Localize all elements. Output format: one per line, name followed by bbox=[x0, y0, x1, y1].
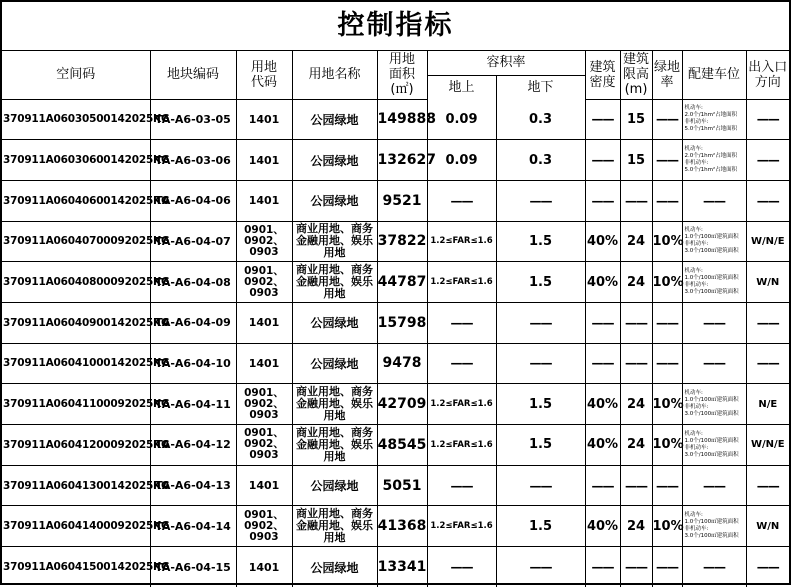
density-cell: —— bbox=[585, 343, 620, 384]
density-cell: —— bbox=[585, 547, 620, 587]
height-cell: —— bbox=[620, 547, 652, 587]
block-code-cell: TA-A6-04-06 bbox=[150, 180, 236, 221]
parking-cell bbox=[682, 99, 746, 140]
density-cell: —— bbox=[585, 465, 620, 506]
far-above-cell: —— bbox=[427, 465, 496, 506]
space-code-cell: 370911A06030600142025KG bbox=[2, 140, 150, 181]
far-above-cell: 1.2≤FAR≤1.6 bbox=[427, 506, 496, 547]
space-code-cell: 370911A06041200092025KG bbox=[2, 425, 150, 466]
space-code-cell: 370911A06041500142025KG bbox=[2, 547, 150, 587]
access-cell: N/E bbox=[746, 384, 789, 425]
parking-cell bbox=[682, 221, 746, 262]
land-use-name-cell: 商业用地、商务金融用地、娱乐用地 bbox=[292, 384, 377, 425]
parking-cell bbox=[682, 384, 746, 425]
space-code-cell: 370911A06040800092025KG bbox=[2, 262, 150, 303]
parking-line: 机动车: bbox=[684, 430, 703, 437]
area-cell: 41368 bbox=[377, 506, 427, 547]
parking-line: 1.0个/100㎡建筑面积 bbox=[684, 275, 739, 282]
access-cell: —— bbox=[746, 302, 789, 343]
parking-cell bbox=[682, 180, 746, 221]
header-far-below: 地下 bbox=[496, 75, 585, 99]
table-row bbox=[2, 425, 789, 466]
area-cell: 42709 bbox=[377, 384, 427, 425]
green-cell: 10% bbox=[652, 262, 682, 303]
far-above-cell: 0.09 bbox=[427, 140, 496, 181]
land-use-name-cell: 公园绿地 bbox=[292, 465, 377, 506]
header-row bbox=[2, 51, 789, 75]
access-cell: —— bbox=[746, 547, 789, 587]
far-above-cell: 1.2≤FAR≤1.6 bbox=[427, 262, 496, 303]
land-use-code-cell: 0901、0902、0903 bbox=[236, 384, 292, 425]
parking-cell bbox=[682, 465, 746, 506]
far-below-cell: 1.5 bbox=[496, 221, 585, 262]
far-below-cell: 1.5 bbox=[496, 262, 585, 303]
table-row bbox=[2, 343, 789, 384]
access-cell: —— bbox=[746, 465, 789, 506]
height-cell: 15 bbox=[620, 99, 652, 140]
parking-line: —— bbox=[703, 478, 726, 493]
block-code-cell: TA-A6-04-11 bbox=[150, 384, 236, 425]
header-parking: 配建车位 bbox=[682, 51, 746, 99]
header-area bbox=[377, 51, 427, 99]
header-access-label: 出入口方向 bbox=[748, 59, 788, 90]
access-cell: —— bbox=[746, 180, 789, 221]
area-cell: 15798 bbox=[377, 302, 427, 343]
height-cell: —— bbox=[620, 465, 652, 506]
space-code-cell: 370911A06040700092025KG bbox=[2, 221, 150, 262]
far-above-cell: —— bbox=[427, 343, 496, 384]
header-space-code: 空间码 bbox=[2, 51, 150, 99]
land-use-name-cell: 商业用地、商务金融用地、娱乐用地 bbox=[292, 221, 377, 262]
far-above-cell: —— bbox=[427, 302, 496, 343]
land-use-name-cell: 公园绿地 bbox=[292, 302, 377, 343]
access-cell: W/N/E bbox=[746, 425, 789, 466]
density-cell: —— bbox=[585, 99, 620, 140]
parking-line: 非机动车: bbox=[684, 119, 709, 126]
density-cell: 40% bbox=[585, 506, 620, 547]
table-row bbox=[2, 221, 789, 262]
header-far: 容积率 bbox=[427, 51, 585, 75]
parking-line: —— bbox=[703, 193, 726, 208]
area-cell: 149888 bbox=[377, 99, 427, 140]
space-code-cell: 370911A06040900142025KG bbox=[2, 302, 150, 343]
parking-line: 机动车: bbox=[684, 105, 703, 112]
parking-line: 机动车: bbox=[684, 146, 703, 153]
far-above-cell: —— bbox=[427, 180, 496, 221]
parking-line: 5.0个/1hm²占地面积 bbox=[684, 167, 738, 174]
far-below-cell: 1.5 bbox=[496, 384, 585, 425]
green-cell: 10% bbox=[652, 425, 682, 466]
land-use-code-cell: 1401 bbox=[236, 99, 292, 140]
header-density bbox=[585, 51, 620, 99]
parking-cell bbox=[682, 425, 746, 466]
header-area-label: 用地面积(㎡) bbox=[388, 52, 415, 98]
area-cell: 9521 bbox=[377, 180, 427, 221]
area-cell: 48545 bbox=[377, 425, 427, 466]
land-use-name-cell: 公园绿地 bbox=[292, 343, 377, 384]
parking-line: 1.0个/100㎡建筑面积 bbox=[684, 519, 739, 526]
parking-line: —— bbox=[703, 315, 726, 330]
land-use-code-cell: 1401 bbox=[236, 140, 292, 181]
block-code-cell: TA-A6-04-12 bbox=[150, 425, 236, 466]
block-code-cell: TA-A6-04-09 bbox=[150, 302, 236, 343]
block-code-cell: TA-A6-04-07 bbox=[150, 221, 236, 262]
height-cell: —— bbox=[620, 343, 652, 384]
table-row bbox=[2, 262, 789, 303]
block-code-cell: TA-A6-04-13 bbox=[150, 465, 236, 506]
density-cell: 40% bbox=[585, 384, 620, 425]
land-use-code-cell: 0901、0902、0903 bbox=[236, 262, 292, 303]
area-cell: 9478 bbox=[377, 343, 427, 384]
land-use-name-cell: 公园绿地 bbox=[292, 547, 377, 587]
density-cell: —— bbox=[585, 140, 620, 181]
land-use-code-cell: 1401 bbox=[236, 465, 292, 506]
parking-line: 非机动车: bbox=[684, 160, 709, 167]
far-below-cell: 1.5 bbox=[496, 506, 585, 547]
land-use-code-cell: 0901、0902、0903 bbox=[236, 425, 292, 466]
height-cell: 24 bbox=[620, 384, 652, 425]
space-code-cell: 370911A06040600142025KG bbox=[2, 180, 150, 221]
far-below-cell: 1.5 bbox=[496, 425, 585, 466]
parking-line: 非机动车: bbox=[684, 444, 709, 451]
parking-line: 3.0个/100㎡建筑面积 bbox=[684, 451, 739, 458]
density-cell: —— bbox=[585, 180, 620, 221]
far-below-cell: —— bbox=[496, 180, 585, 221]
block-code-cell: TA-A6-03-05 bbox=[150, 99, 236, 140]
block-code-cell: TA-A6-04-14 bbox=[150, 506, 236, 547]
area-cell: 44787 bbox=[377, 262, 427, 303]
access-cell: W/N bbox=[746, 506, 789, 547]
parking-line: 5.0个/1hm²占地面积 bbox=[684, 126, 738, 133]
space-code-cell: 370911A06041100092025KG bbox=[2, 384, 150, 425]
block-code-cell: TA-A6-03-06 bbox=[150, 140, 236, 181]
header-land-use-name: 用地名称 bbox=[292, 51, 377, 99]
table-row bbox=[2, 99, 789, 140]
land-use-name-cell: 公园绿地 bbox=[292, 140, 377, 181]
access-cell: W/N/E bbox=[746, 221, 789, 262]
space-code-cell: 370911A06041300142025KG bbox=[2, 465, 150, 506]
green-cell: —— bbox=[652, 343, 682, 384]
green-cell: —— bbox=[652, 465, 682, 506]
header-block-code: 地块编码 bbox=[150, 51, 236, 99]
access-cell: —— bbox=[746, 99, 789, 140]
table-row bbox=[2, 384, 789, 425]
density-cell: 40% bbox=[585, 262, 620, 303]
space-code-cell: 370911A06041400092025KG bbox=[2, 506, 150, 547]
far-above-cell: 1.2≤FAR≤1.6 bbox=[427, 384, 496, 425]
green-cell: —— bbox=[652, 99, 682, 140]
header-green bbox=[652, 51, 682, 99]
parking-line: 非机动车: bbox=[684, 241, 709, 248]
parking-cell bbox=[682, 547, 746, 587]
parking-line: 3.0个/100㎡建筑面积 bbox=[684, 289, 739, 296]
height-cell: 24 bbox=[620, 425, 652, 466]
land-use-code-cell: 1401 bbox=[236, 343, 292, 384]
green-cell: —— bbox=[652, 180, 682, 221]
land-use-name-cell: 公园绿地 bbox=[292, 99, 377, 140]
density-cell: 40% bbox=[585, 425, 620, 466]
green-cell: 10% bbox=[652, 506, 682, 547]
parking-line: 非机动车: bbox=[684, 526, 709, 533]
density-cell: 40% bbox=[585, 221, 620, 262]
table-row bbox=[2, 140, 789, 181]
land-use-code-cell: 0901、0902、0903 bbox=[236, 506, 292, 547]
area-cell: 5051 bbox=[377, 465, 427, 506]
block-code-cell: TA-A6-04-10 bbox=[150, 343, 236, 384]
height-cell: 24 bbox=[620, 221, 652, 262]
parking-line: 1.0个/100㎡建筑面积 bbox=[684, 397, 739, 404]
height-cell: 24 bbox=[620, 262, 652, 303]
parking-line: 2.0个/1hm²占地面积 bbox=[684, 112, 738, 119]
parking-cell bbox=[682, 506, 746, 547]
header-land-use-code-label: 用地代码 bbox=[250, 59, 277, 90]
density-cell: —— bbox=[585, 302, 620, 343]
parking-line: 3.0个/100㎡建筑面积 bbox=[684, 533, 739, 540]
land-use-name-cell: 商业用地、商务金融用地、娱乐用地 bbox=[292, 425, 377, 466]
height-cell: —— bbox=[620, 180, 652, 221]
area-cell: 37822 bbox=[377, 221, 427, 262]
land-use-name-cell: 商业用地、商务金融用地、娱乐用地 bbox=[292, 262, 377, 303]
land-use-code-cell: 1401 bbox=[236, 547, 292, 587]
far-below-cell: —— bbox=[496, 302, 585, 343]
parking-line: 机动车: bbox=[684, 268, 703, 275]
land-use-name-cell: 公园绿地 bbox=[292, 180, 377, 221]
green-cell: 10% bbox=[652, 221, 682, 262]
far-above-cell: 1.2≤FAR≤1.6 bbox=[427, 425, 496, 466]
land-use-code-cell: 1401 bbox=[236, 302, 292, 343]
table-row bbox=[2, 547, 789, 587]
far-above-cell: 0.09 bbox=[427, 99, 496, 140]
land-use-name-cell: 商业用地、商务金融用地、娱乐用地 bbox=[292, 506, 377, 547]
table-body bbox=[2, 99, 789, 587]
header-density-label: 建筑密度 bbox=[589, 59, 616, 90]
parking-line: 机动车: bbox=[684, 390, 703, 397]
parking-line: 1.0个/100㎡建筑面积 bbox=[684, 437, 739, 444]
header-access bbox=[746, 51, 789, 99]
parking-line: 2.0个/1hm²占地面积 bbox=[684, 153, 738, 160]
green-cell: —— bbox=[652, 302, 682, 343]
parking-line: 机动车: bbox=[684, 512, 703, 519]
height-cell: 24 bbox=[620, 506, 652, 547]
parking-line: 3.0个/100㎡建筑面积 bbox=[684, 411, 739, 418]
parking-line: —— bbox=[703, 356, 726, 371]
parking-cell bbox=[682, 343, 746, 384]
access-cell: W/N bbox=[746, 262, 789, 303]
parking-line: 机动车: bbox=[684, 227, 703, 234]
far-below-cell: —— bbox=[496, 343, 585, 384]
green-cell: 10% bbox=[652, 384, 682, 425]
table-row bbox=[2, 506, 789, 547]
far-below-cell: 0.3 bbox=[496, 140, 585, 181]
space-code-cell: 370911A06041000142025KG bbox=[2, 343, 150, 384]
table-row bbox=[2, 180, 789, 221]
block-code-cell: TA-A6-04-15 bbox=[150, 547, 236, 587]
parking-line: 3.0个/100㎡建筑面积 bbox=[684, 248, 739, 255]
parking-line: 1.0个/100㎡建筑面积 bbox=[684, 234, 739, 241]
table-row bbox=[2, 465, 789, 506]
far-below-cell: 0.3 bbox=[496, 99, 585, 140]
page-title: 控制指标 bbox=[2, 2, 789, 51]
area-cell: 132627 bbox=[377, 140, 427, 181]
far-below-cell: —— bbox=[496, 465, 585, 506]
space-code-cell: 370911A06030500142025KG bbox=[2, 99, 150, 140]
header-height-label: 建筑限高(m) bbox=[623, 52, 650, 98]
area-cell: 13341 bbox=[377, 547, 427, 587]
green-cell: —— bbox=[652, 140, 682, 181]
header-far-above: 地上 bbox=[427, 75, 496, 99]
height-cell: —— bbox=[620, 302, 652, 343]
access-cell: —— bbox=[746, 343, 789, 384]
parking-line: —— bbox=[703, 560, 726, 575]
parking-cell bbox=[682, 140, 746, 181]
header-height bbox=[620, 51, 652, 99]
land-use-code-cell: 1401 bbox=[236, 180, 292, 221]
block-code-cell: TA-A6-04-08 bbox=[150, 262, 236, 303]
header-land-use-code bbox=[236, 51, 292, 99]
table-row bbox=[2, 302, 789, 343]
parking-line: 非机动车: bbox=[684, 282, 709, 289]
far-above-cell: —— bbox=[427, 547, 496, 587]
far-above-cell: 1.2≤FAR≤1.6 bbox=[427, 221, 496, 262]
far-below-cell: —— bbox=[496, 547, 585, 587]
parking-cell bbox=[682, 302, 746, 343]
height-cell: 15 bbox=[620, 140, 652, 181]
land-use-code-cell: 0901、0902、0903 bbox=[236, 221, 292, 262]
green-cell: —— bbox=[652, 547, 682, 587]
access-cell: —— bbox=[746, 140, 789, 181]
control-index-table bbox=[2, 51, 789, 587]
parking-cell bbox=[682, 262, 746, 303]
header-green-label: 绿地率 bbox=[654, 59, 681, 90]
parking-line: 非机动车: bbox=[684, 404, 709, 411]
